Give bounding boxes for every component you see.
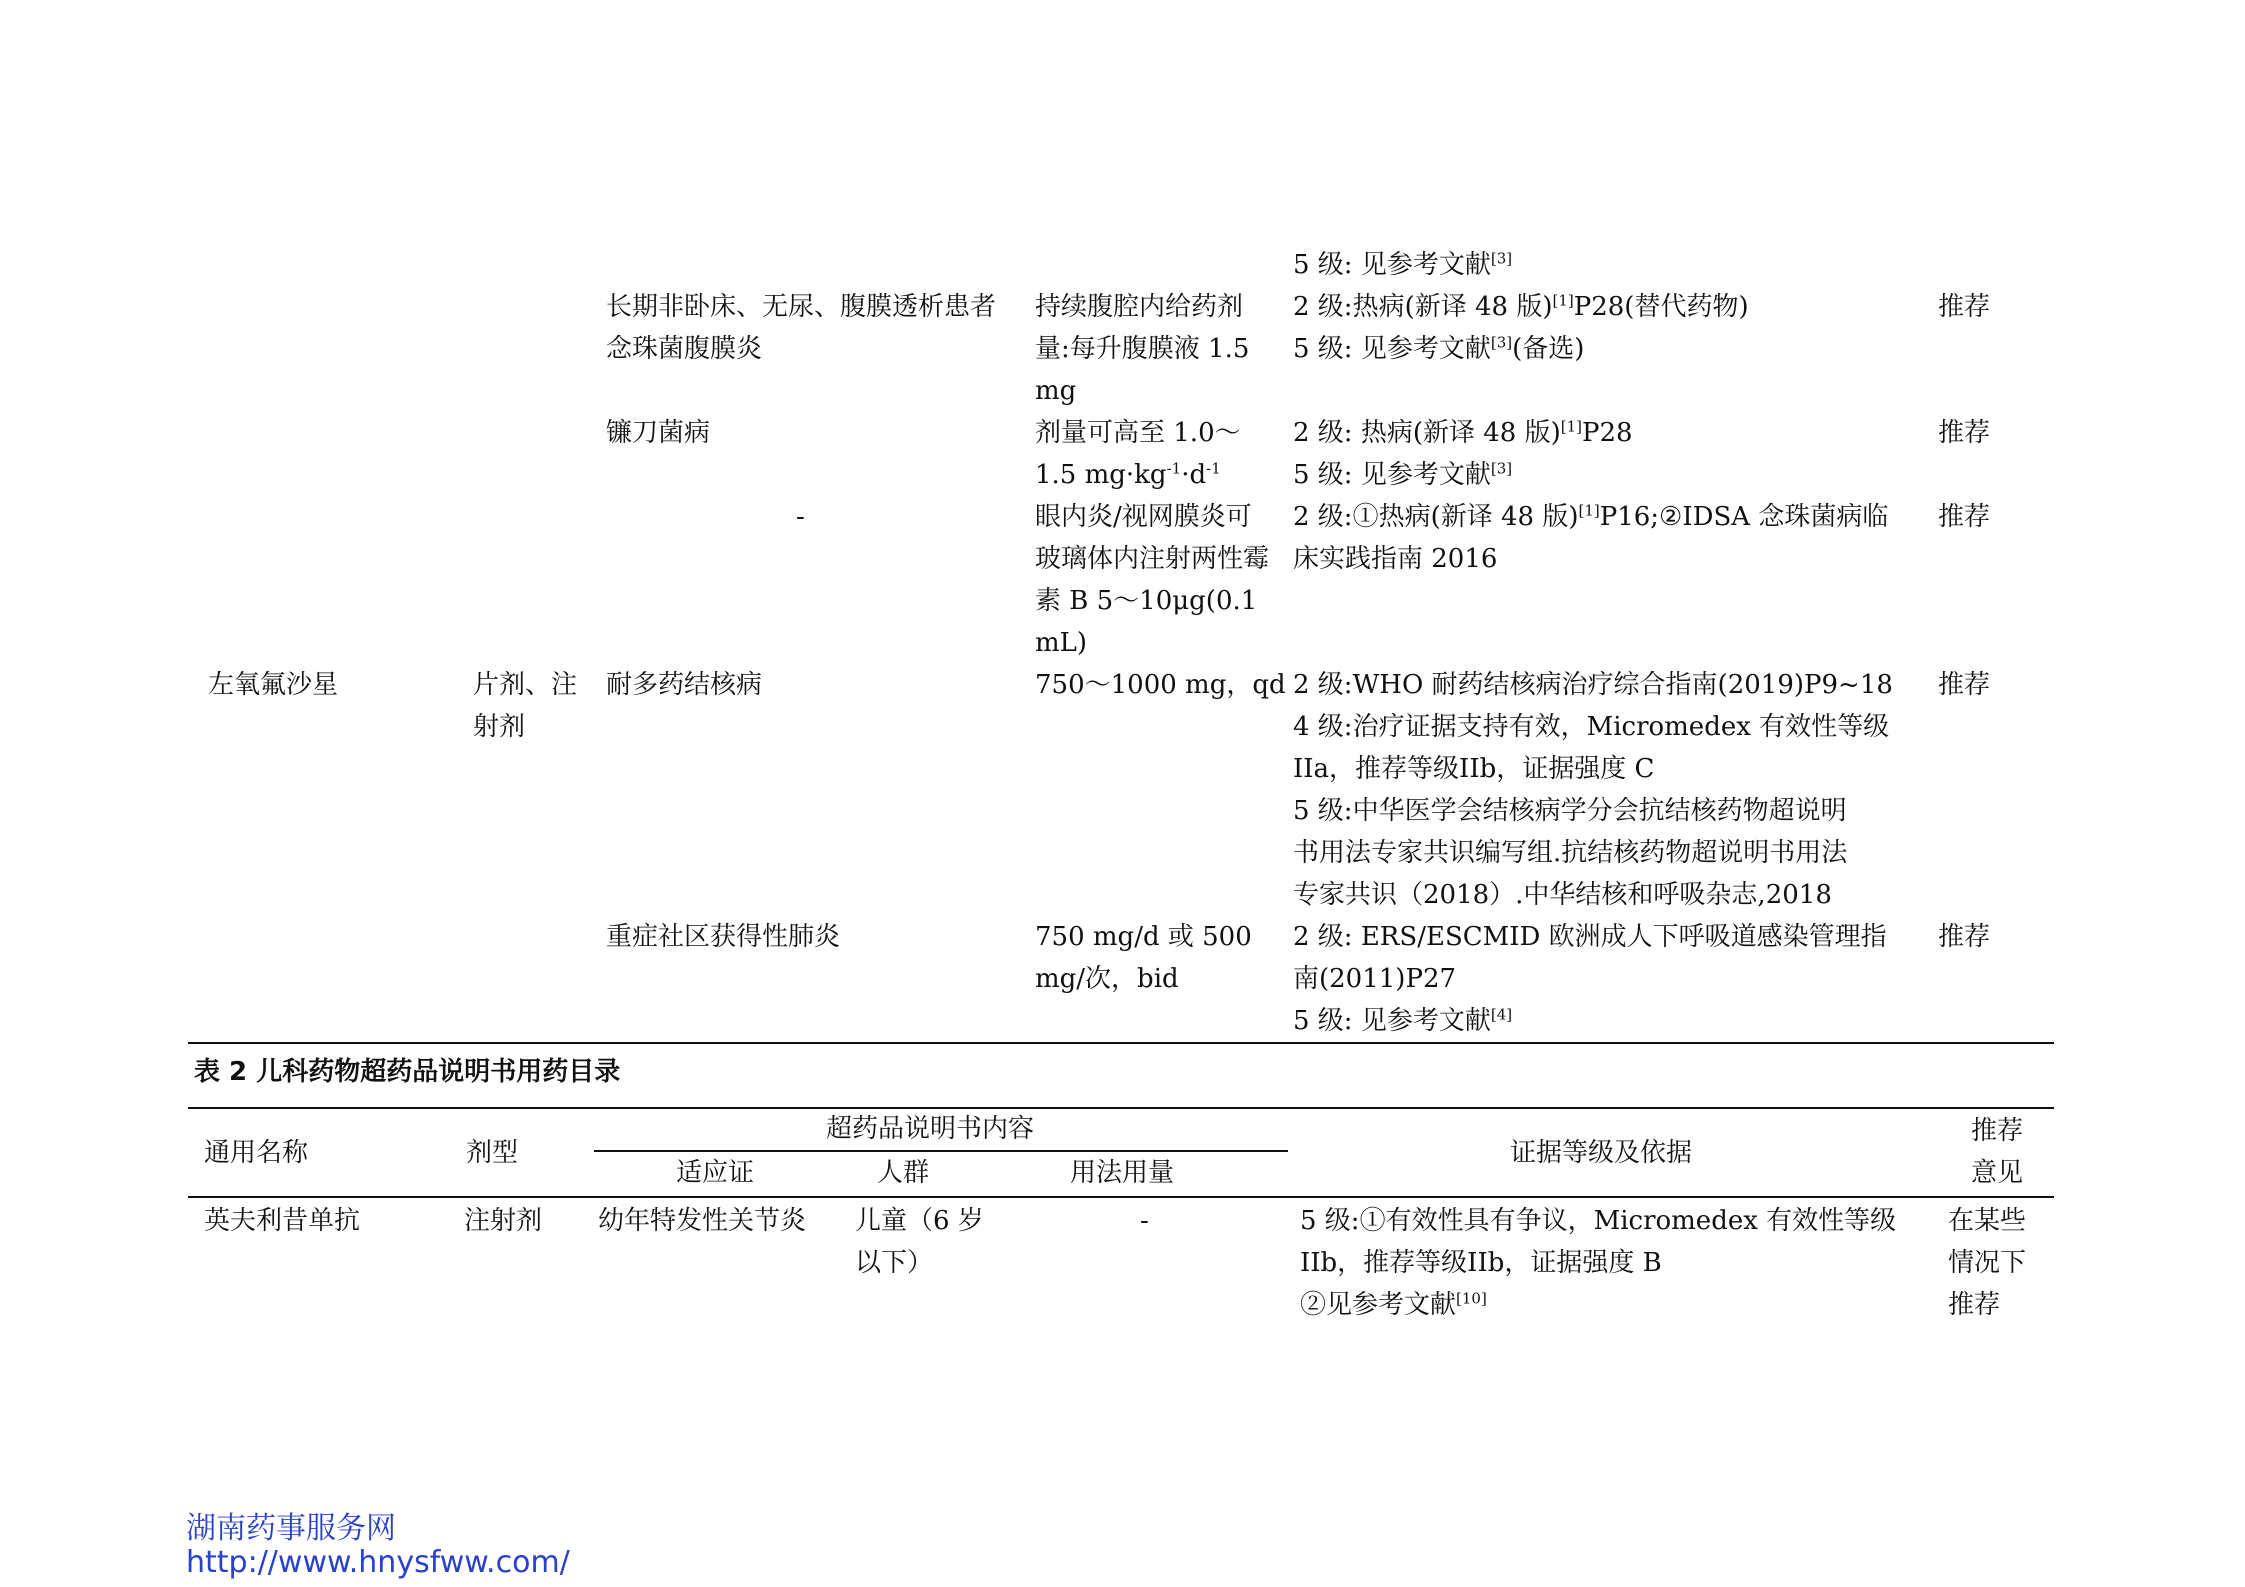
evidence-line: 床实践指南 2016 [1293,544,1498,574]
dosage-cell: 持续腹腔内给药剂量:每升腹膜液 1.5 mg [1035,292,1250,406]
recommendation-cell: 推荐 [1938,502,1991,532]
dosage-form-cell: 注射剂 [464,1206,543,1236]
evidence-line: 2 级:①热病(新译 48 版)[1]P16;②IDSA 念珠菌病临 [1293,501,1889,532]
evidence-line: 2 级: ERS/ESCMID 欧洲成人下呼吸道感染管理指 [1293,922,1887,952]
dosage-cell: 1.5 $mg\cdot kg^{-1}\cdot d^{-1}$ [1035,459,1221,490]
dosage-cell: 750 mg/d 或 500 mg/次，bid [1035,922,1252,994]
dosage-form-cell: 片剂、注射剂 [473,670,578,742]
recommendation-cell: 在某些 [1948,1206,2027,1236]
evidence-line: 书用法专家共识编写组.抗结核药物超说明书用法 [1293,838,1848,868]
evidence-line: 专家共识（2018）.中华结核和呼吸杂志,2018 [1293,880,1832,910]
evidence-line: 2 级:WHO 耐药结核病治疗综合指南(2019)P9~18 [1293,670,1893,700]
evidence-line: 4 级:治疗证据支持有效，Micromedex 有效性等级 [1293,712,1890,742]
header-evidence: 证据等级及依据 [1510,1138,1693,1168]
header-bottom-rule [188,1196,2054,1198]
evidence-line: 5 级: 见参考文献[3](备选) [1293,333,1585,364]
recommendation-cell: 推荐 [1938,418,1991,448]
evidence-line: 2 级:热病(新译 48 版)[1]P28(替代药物) [1293,291,1749,322]
table-bottom-rule [188,1042,2054,1044]
table-caption: 表 2 儿科药物超药品说明书用药目录 [194,1057,621,1087]
indication-cell: 耐多药结核病 [606,670,763,700]
evidence-line: 5 级:中华医学会结核病学分会抗结核药物超说明 [1293,796,1847,826]
evidence-line: 5 级:①有效性具有争议，Micromedex 有效性等级 [1300,1206,1897,1236]
evidence-line: IIb，推荐等级IIb，证据强度 B [1300,1248,1662,1278]
population-cell: - [796,502,805,532]
recommendation-cell: 推荐 [1938,922,1991,952]
drug-name-cell: 英夫利昔单抗 [204,1206,361,1236]
header-indication: 适应证 [676,1158,755,1188]
footer-site-name: 湖南药事服务网 [186,1511,396,1546]
recommendation-cell: 推荐 [1938,670,1991,700]
header-recommendation: 推荐 [1971,1116,2024,1146]
indication-cell: 镰刀菌病 [606,418,711,448]
indication-cell: 重症社区获得性肺炎 [606,922,841,952]
evidence-line: 2 级: 热病(新译 48 版)[1]P28 [1293,417,1633,448]
header-recommendation: 意见 [1971,1158,2024,1188]
footer-url-link[interactable]: http://www.hnysfww.com/ [186,1545,570,1580]
header-population: 人群 [877,1158,930,1188]
header-name: 通用名称 [204,1138,309,1168]
dosage-cell: 眼内炎/视网膜炎可玻璃体内注射两性霉素 B 5～10μg(0.1 mL) [1035,502,1270,658]
recommendation-cell: 推荐 [1948,1290,2001,1320]
recommendation-cell: 情况下 [1948,1248,2027,1278]
table-top-rule [188,1107,2054,1109]
evidence-line: 南(2011)P27 [1293,964,1457,994]
evidence-line: 5 级: 见参考文献[4] [1293,1005,1513,1036]
header-form: 剂型 [466,1138,519,1168]
indication-cell: 幼年特发性关节炎 [598,1206,807,1236]
drug-name-cell: 左氧氟沙星 [208,670,339,700]
evidence-line: ②见参考文献[10] [1300,1289,1487,1320]
evidence-line: 5 级: 见参考文献[3] [1293,459,1513,490]
indication-cell: 长期非卧床、无尿、腹膜透析患者念珠菌腹膜炎 [606,292,997,364]
dosage-cell: 剂量可高至 1.0～ [1035,418,1241,448]
population-cell: 以下） [855,1248,934,1278]
dosage-cell: 750～1000 mg，qd [1035,670,1286,700]
header-group: 超药品说明书内容 [826,1114,1035,1144]
dosage-cell: - [1140,1206,1149,1236]
population-cell: 儿童（6 岁 [855,1206,984,1236]
evidence-line: IIa，推荐等级IIb，证据强度 C [1293,754,1655,784]
evidence-line: 5 级: 见参考文献[3] [1293,249,1513,280]
recommendation-cell: 推荐 [1938,292,1991,322]
header-dosage: 用法用量 [1070,1158,1175,1188]
